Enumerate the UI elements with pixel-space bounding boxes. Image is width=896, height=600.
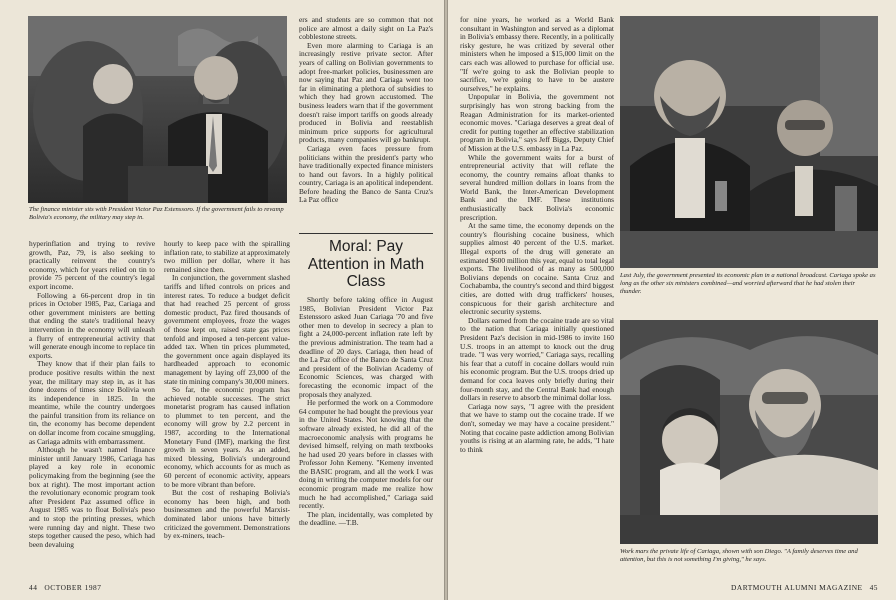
sidebar-box-text [299, 296, 433, 528]
paragraph: So far, the economic program has achieved notable successes. The strict monetarist program has caused inflation to plummet to ten percent, and the economy will grow by 2.2 percent in 1987, according to the International Monetary Fund (IMF), marking the first growth in seven years. As an added, mixed blessing, Bolivia's underground economy, which accounts for as much as 60 percent of economic activity, appears to be more vibrant than before. [164, 385, 290, 489]
paragraph: hourly to keep pace with the spiralling inflation rate, to stabilize at approximately two million per dollar, where it has remained since then. [164, 239, 290, 274]
left-column-1 [29, 240, 155, 549]
photo-cariaga-with-son [620, 320, 878, 544]
left-column-2 [164, 240, 290, 541]
paragraph: They know that if their plan fails to produce positive results within the next year, the military may step in, as it has done dozens of times since Bolivia won its independence in 1825. In the meantime, while the country undergoes the painful transition from its reliance on tin, the economy has become dependent on dollar income from cocaine smuggling, as Cariaga admits with embarrassment. [29, 359, 155, 446]
photo-broadcast-image [620, 16, 878, 268]
paragraph: for nine years, he worked as a World Bank consultant in Washington and served as a diplomat in Bolivia's embassy there. Recently, in a politically risky gesture, he was critized by several other ministers when he imposed a $15,000 limit on the cars each was allowed to purchase for official use. "If we're going to ask the Bolivian people to sacrifice, we're going to have to be austere ourselves," he explains. [460, 15, 614, 93]
left-column-3-top [299, 16, 433, 205]
paragraph: At the same time, the economy depends on the country's flourishing cocaine business, which supplies almost 40 percent of the U.S. market. Illegal exports of the drug will generate an estimated $600 million this year, equal to total legal exports. The livelihood of as many as 500,000 Bolivians depends on cocaine. Santa Cruz and Cochabamba, the country's second and third biggest cities, are dotted with drug traffickers' houses, conspicuous for their garish architecture and electronic security systems. [460, 221, 614, 317]
right-column-1 [460, 16, 614, 454]
paragraph: He performed the work on a Commodore 64 computer he had bought the previous year in the United States. Not knowing that the software already existed, he did all of the macroeconomic analysis with programs he devised himself, relying on math textbooks he had used 20 years before in classes with Professor John Kemeny. "Kemeny invented the BASIC program, and all the work I was doing in writing the computer models for our economic program made me realize how much he had accomplished," Cariaga said recently. [299, 398, 433, 511]
paragraph: But the cost of reshaping Bolivia's economy has been high, and both businessmen and the powerful Marxist-dominated labor unions have bitterly criticized the government. Demonstrations by ex-miners, teach- [164, 488, 291, 541]
paragraph: Cariaga even faces pressure from politicians within the president's party who have traditionally expected finance ministers to hand out favors. In a highly political country, Cariaga is an apolitical independent. Before heading the Banco de Santa Cruz's La Paz office [299, 143, 433, 205]
paragraph: ers and students are so common that not police are almost a daily sight on La Paz's cobblestone streets. [299, 15, 433, 42]
paragraph: Even more alarming to Cariaga is an increasingly restive private sector. After years of calling on Bolivian governments to adopt free-market policies, businessmen are now saying that Paz and Cariaga went too far in eliminating a plethora of subsidies to which they had grown accustomed. The business leaders warn that if the government doesn't raise import tariffs on goods already produced in Bolivia and reestablish minimum price supports for agricultural products, many companies will go bankrupt. [299, 40, 433, 145]
box-top-rule [299, 233, 433, 234]
paragraph: Cariaga now says, "I agree with the president that we have to stamp out the cocaine trade. If we don't, someday we may have a cocaine president." Noting that cocaine paste addiction among Bolivian youths is rising at an alarming rate, he adds, "I hate to think [460, 401, 614, 454]
photo-broadcast [620, 16, 878, 268]
photo-caption-bottom-right: Work mars the private life of Cariaga, shown with son Diego. "A family deserves time and attention, but this is not something I'm giving," he says. [620, 548, 858, 563]
paragraph: hyperinflation and trying to revive growth, Paz, 79, is also seeking to practically reinvent the country's economy, which for years relied on tin to provide 75 percent of the country's legal export income. [29, 239, 155, 291]
photo-cariaga-with-son-image [620, 320, 878, 544]
left-page [0, 0, 444, 600]
paragraph: Following a 66-percent drop in tin prices in October 1985, Paz, Cariaga and other government ministers are betting that ending the state's traditional heavy intervention in the economy will unleash a flurry of entrepreneurial activity that will generate enough income to replace tin exports. [29, 290, 156, 360]
paragraph: Unpopular in Bolivia, the government not surprisingly has won strong backing from the Reagan Administration for its market-oriented economic moves. "Cariaga deserves a great deal of credit for putting together an effective stabilization program in Bolivia," says Jeff Biggs, Deputy Chief of Mission at the U.S. embassy in La Paz. [460, 92, 614, 153]
paragraph: Shortly before taking office in August 1985, Bolivian President Victor Paz Estenssoro asked Juan Cariaga '70 and five other men to develop in secrecy a plan to fight a 24,000-percent inflation rate left by the previous administration. The team had a deadline of 20 days. Cariaga, then head of the La Paz office of the Banco de Santa Cruz and president of the Bolivian Academy of Economic Sciences, was charged with forecasting the economic impact of the proposals they analyzed. [299, 295, 433, 399]
right-page [448, 0, 896, 600]
photo-caption-top-right: Last July, the government presented its economic plan in a national broadcast. Cariaga spoke as long as the other six ministers combined—and worried afterward that he had stolen their thunder. [620, 272, 876, 295]
paragraph: While the government waits for a burst of entrepreneurial activity that will reflate the economy, the country remains afloat thanks to several hundred million dollars in loans from the World Bank, the Inter-American Development Bank and the IMF. These institutions enthusiastically back Bolivia's economic prescription. [460, 152, 614, 222]
photo-minister-and-president [28, 16, 287, 203]
paragraph: In conjunction, the government slashed tariffs and lifted controls on prices and interest rates. To reduce a budget deficit that had reached 25 percent of gross domestic product, Paz fired thousands of government employees, froze the wages of those kept on, raised state gas prices tenfold and imposed a ten-percent value-added tax. When tin prices plummeted, the government once again displayed its hardheaded approach to economic management by laying off 23,000 of the state tin mining company's 30,000 miners. [164, 273, 290, 386]
sidebar-box-title: Moral: Pay Attention in Math Class [307, 238, 425, 290]
paragraph: Dollars earned from the cocaine trade are so vital to the nation that Cariaga initially questioned President Paz's decision in mid-1986 to invite 160 U.S. troops in an attempt to knock out the drug trade. "I was very worried," Cariaga says, recalling his fear that a cutoff in cocaine dollars would ruin his economic program. But the U.S. troops dried up demand for coca leaves only briefly during their four-month stay, and the Central Bank had enough dollars in reserve to absorb the minimal dollar loss. [460, 315, 614, 403]
folio-left: 44 OCTOBER 1987 [29, 583, 102, 592]
paragraph: The plan, incidentally, was completed by the deadline. —T.B. [299, 509, 433, 528]
photo-caption-left: The finance minister sits with President Victor Paz Estenssoro. If the government fails to revamp Bolivia's economy, the military may step in. [29, 206, 284, 221]
paragraph: Although he wasn't named finance minister until January 1986, Cariaga has played a key role in economic policymaking from the beginning (see the box at right). The most important action the revolutionary economic program took after President Paz assumed office in August 1985 was to float Bolivia's peso and to stop the printing presses, which were running day and night. These two steps together caused the peso, which had been devaluing [29, 445, 155, 549]
photo-minister-and-president-image [28, 16, 287, 203]
folio-right: DARTMOUTH ALUMNI MAGAZINE 45 [731, 583, 878, 592]
